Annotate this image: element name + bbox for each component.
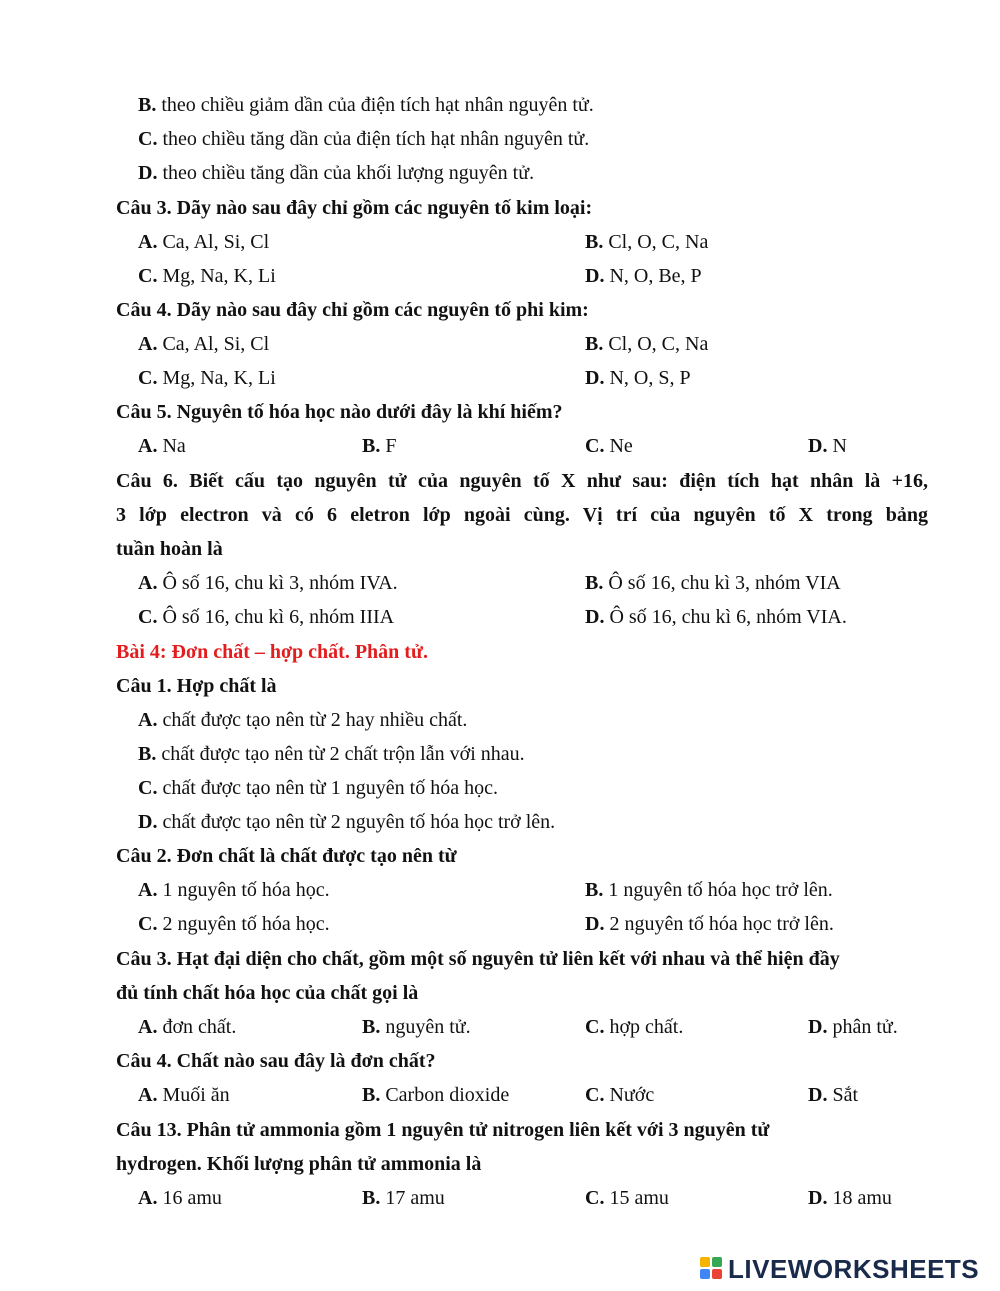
option-b[interactable] — [0, 88, 1000, 122]
option-letter: D. — [808, 1084, 828, 1106]
option-d[interactable] — [808, 1181, 892, 1215]
option-b[interactable] — [362, 1181, 445, 1215]
option-a[interactable] — [138, 327, 269, 361]
option-d[interactable] — [808, 429, 847, 463]
option-letter: A. — [138, 1016, 158, 1038]
option-c[interactable] — [585, 429, 633, 463]
option-text: 2 nguyên tố hóa học. — [157, 913, 330, 935]
option-text: theo chiều tăng dần của điện tích hạt nhân nguyên tử. — [157, 128, 590, 150]
option-letter: A. — [138, 1187, 158, 1209]
question-text: Câu 3. Hạt đại diện cho chất, gồm một số nguyên tử liên kết với nhau và thể hiện đầy — [116, 948, 840, 970]
option-a[interactable] — [138, 873, 330, 907]
option-letter: B. — [138, 94, 157, 116]
option-letter: B. — [138, 743, 157, 765]
option-letter: A. — [138, 879, 158, 901]
option-text: theo chiều tăng dần của khối lượng nguyên tử. — [157, 162, 535, 184]
option-text: Ô số 16, chu kì 3, nhóm IVA. — [157, 572, 398, 594]
option-text: Ô số 16, chu kì 3, nhóm VIA — [603, 572, 841, 594]
option-text: phân tử. — [827, 1016, 898, 1038]
question-text: Câu 13. Phân tử ammonia gồm 1 nguyên tử nitrogen liên kết với 3 nguyên tử — [116, 1119, 770, 1141]
lesson4-question-2-options-row-2 — [0, 907, 1000, 941]
question-6-options-row-1 — [0, 566, 1000, 600]
option-c[interactable] — [0, 122, 1000, 156]
question-text: Câu 4. Dãy nào sau đây chỉ gồm các nguyên tố phi kim: — [116, 299, 589, 321]
option-c[interactable] — [585, 1181, 669, 1215]
option-text: chất được tạo nên từ 2 nguyên tố hóa học trở lên. — [157, 811, 556, 833]
section-heading: Bài 4: Đơn chất – hợp chất. Phân tử. — [116, 641, 428, 663]
option-text: Carbon dioxide — [380, 1084, 510, 1106]
option-b[interactable] — [585, 873, 833, 907]
option-letter: C. — [585, 1016, 605, 1038]
question-text: Câu 3. Dãy nào sau đây chỉ gồm các nguyên tố kim loại: — [116, 197, 593, 219]
option-a[interactable] — [0, 703, 1000, 737]
option-letter: A. — [138, 572, 158, 594]
option-letter: D. — [585, 265, 605, 287]
option-text: 1 nguyên tố hóa học. — [157, 879, 330, 901]
question-text: Câu 6. Biết cấu tạo nguyên tử của nguyên tố X như sau: điện tích hạt nhân là +16, — [116, 470, 928, 492]
option-c[interactable] — [585, 1078, 654, 1112]
option-a[interactable] — [138, 1078, 230, 1112]
option-letter: B. — [362, 435, 381, 457]
option-letter: B. — [585, 572, 604, 594]
option-a[interactable] — [138, 429, 186, 463]
option-text: chất được tạo nên từ 2 hay nhiều chất. — [157, 709, 468, 731]
option-letter: C. — [138, 367, 158, 389]
option-letter: C. — [138, 777, 158, 799]
option-text: nguyên tử. — [380, 1016, 471, 1038]
question-text: 3 lớp electron và có 6 eletron lớp ngoài cùng. Vị trí của nguyên tố X trong bảng — [116, 504, 928, 526]
option-a[interactable] — [138, 566, 398, 600]
option-text: Cl, O, C, Na — [603, 231, 709, 253]
option-letter: D. — [138, 811, 158, 833]
option-c[interactable] — [138, 907, 330, 941]
option-text: F — [380, 435, 397, 457]
option-text: theo chiều giảm dần của điện tích hạt nhân nguyên tử. — [156, 94, 594, 116]
option-letter: B. — [585, 231, 604, 253]
option-letter: C. — [138, 913, 158, 935]
option-letter: C. — [138, 606, 158, 628]
option-d[interactable] — [808, 1010, 898, 1044]
option-letter: B. — [362, 1084, 381, 1106]
question-6-line-3 — [0, 532, 1000, 566]
option-text: Na — [157, 435, 186, 457]
option-letter: C. — [138, 265, 158, 287]
option-text: Ô số 16, chu kì 6, nhóm IIIA — [157, 606, 395, 628]
logo-square-red — [712, 1269, 722, 1279]
option-letter: C. — [585, 1187, 605, 1209]
option-letter: B. — [585, 879, 604, 901]
lesson4-question-1-title — [0, 669, 1000, 703]
logo-text: LIVEWORKSHEETS — [728, 1253, 980, 1284]
question-3-title — [0, 191, 1000, 225]
question-text: Câu 2. Đơn chất là chất được tạo nên từ — [116, 845, 457, 867]
option-text: Mg, Na, K, Li — [157, 367, 276, 389]
option-d[interactable] — [0, 156, 1000, 190]
option-letter: A. — [138, 231, 158, 253]
option-letter: B. — [362, 1187, 381, 1209]
lesson4-question-13-line-1 — [0, 1113, 1000, 1147]
option-letter: D. — [808, 435, 828, 457]
option-text: 17 amu — [380, 1187, 445, 1209]
logo-square-yellow — [700, 1257, 710, 1267]
option-letter: A. — [138, 333, 158, 355]
option-d[interactable] — [585, 361, 691, 395]
option-b[interactable] — [585, 225, 708, 259]
option-a[interactable] — [138, 225, 269, 259]
question-text: hydrogen. Khối lượng phân tử ammonia là — [116, 1153, 482, 1175]
lesson4-question-13-line-2 — [0, 1147, 1000, 1181]
option-d[interactable] — [585, 600, 847, 634]
option-letter: B. — [585, 333, 604, 355]
question-5-title — [0, 395, 1000, 429]
option-letter: D. — [585, 606, 605, 628]
option-letter: D. — [138, 162, 158, 184]
option-c[interactable] — [138, 259, 276, 293]
option-text: Nước — [604, 1084, 655, 1106]
option-text: N, O, S, P — [604, 367, 691, 389]
logo-square-blue — [700, 1269, 710, 1279]
option-text: 2 nguyên tố hóa học trở lên. — [604, 913, 834, 935]
logo-square-green — [712, 1257, 722, 1267]
option-letter: C. — [585, 435, 605, 457]
option-b[interactable] — [585, 566, 841, 600]
option-text: 1 nguyên tố hóa học trở lên. — [603, 879, 833, 901]
question-6-options-row-2 — [0, 600, 1000, 634]
option-letter: D. — [808, 1016, 828, 1038]
question-6-line-1 — [0, 464, 1000, 498]
option-a[interactable] — [138, 1010, 236, 1044]
option-letter: D. — [808, 1187, 828, 1209]
option-c[interactable] — [138, 600, 394, 634]
option-text: Ne — [604, 435, 633, 457]
question-text: tuần hoàn là — [116, 538, 223, 560]
question-3-options-row-2 — [0, 259, 1000, 293]
lesson4-question-3-options — [0, 1010, 1000, 1044]
question-text: Câu 5. Nguyên tố hóa học nào dưới đây là khí hiếm? — [116, 401, 563, 423]
option-d[interactable] — [808, 1078, 858, 1112]
option-b[interactable] — [585, 327, 708, 361]
option-letter: C. — [585, 1084, 605, 1106]
liveworksheets-logo[interactable] — [700, 1254, 979, 1284]
option-c[interactable] — [0, 771, 1000, 805]
option-text: 15 amu — [604, 1187, 669, 1209]
option-letter: C. — [138, 128, 158, 150]
option-d[interactable] — [585, 259, 702, 293]
option-text: N — [827, 435, 847, 457]
option-letter: B. — [362, 1016, 381, 1038]
option-letter: D. — [585, 913, 605, 935]
lesson4-question-4-title — [0, 1044, 1000, 1078]
option-text: 16 amu — [157, 1187, 222, 1209]
question-6-line-2 — [0, 498, 1000, 532]
question-4-options-row-1 — [0, 327, 1000, 361]
question-text: Câu 4. Chất nào sau đây là đơn chất? — [116, 1050, 436, 1072]
option-text: 18 amu — [827, 1187, 892, 1209]
option-text: chất được tạo nên từ 1 nguyên tố hóa học. — [157, 777, 498, 799]
lesson4-question-3-line-2 — [0, 976, 1000, 1010]
lesson4-question-2-title — [0, 839, 1000, 873]
option-b[interactable] — [362, 429, 396, 463]
option-c[interactable] — [585, 1010, 683, 1044]
lesson4-question-13-options — [0, 1181, 1000, 1215]
question-5-options — [0, 429, 1000, 463]
option-text: Muối ăn — [157, 1084, 230, 1106]
option-c[interactable] — [138, 361, 276, 395]
option-text: hợp chất. — [604, 1016, 684, 1038]
option-b[interactable] — [362, 1010, 471, 1044]
option-letter: D. — [585, 367, 605, 389]
option-text: N, O, Be, P — [604, 265, 702, 287]
option-a[interactable] — [138, 1181, 222, 1215]
option-d[interactable] — [585, 907, 834, 941]
lesson4-question-2-options-row-1 — [0, 873, 1000, 907]
option-text: Ca, Al, Si, Cl — [157, 231, 270, 253]
option-text: Cl, O, C, Na — [603, 333, 709, 355]
question-4-options-row-2 — [0, 361, 1000, 395]
option-text: chất được tạo nên từ 2 chất trộn lẫn với nhau. — [156, 743, 525, 765]
option-text: Ca, Al, Si, Cl — [157, 333, 270, 355]
question-text: Câu 1. Hợp chất là — [116, 675, 277, 697]
lesson-4-heading — [0, 635, 1000, 669]
option-b[interactable] — [362, 1078, 509, 1112]
liveworksheets-logo-icon — [700, 1257, 724, 1281]
option-letter: A. — [138, 709, 158, 731]
option-d[interactable] — [0, 805, 1000, 839]
option-text: đơn chất. — [157, 1016, 237, 1038]
option-letter: A. — [138, 1084, 158, 1106]
option-letter: A. — [138, 435, 158, 457]
lesson4-question-3-line-1 — [0, 942, 1000, 976]
question-text: đủ tính chất hóa học của chất gọi là — [116, 982, 419, 1004]
lesson4-question-4-options — [0, 1078, 1000, 1112]
option-text: Mg, Na, K, Li — [157, 265, 276, 287]
question-3-options-row-1 — [0, 225, 1000, 259]
option-text: Ô số 16, chu kì 6, nhóm VIA. — [604, 606, 847, 628]
option-b[interactable] — [0, 737, 1000, 771]
option-text: Sắt — [827, 1084, 859, 1106]
question-4-title — [0, 293, 1000, 327]
